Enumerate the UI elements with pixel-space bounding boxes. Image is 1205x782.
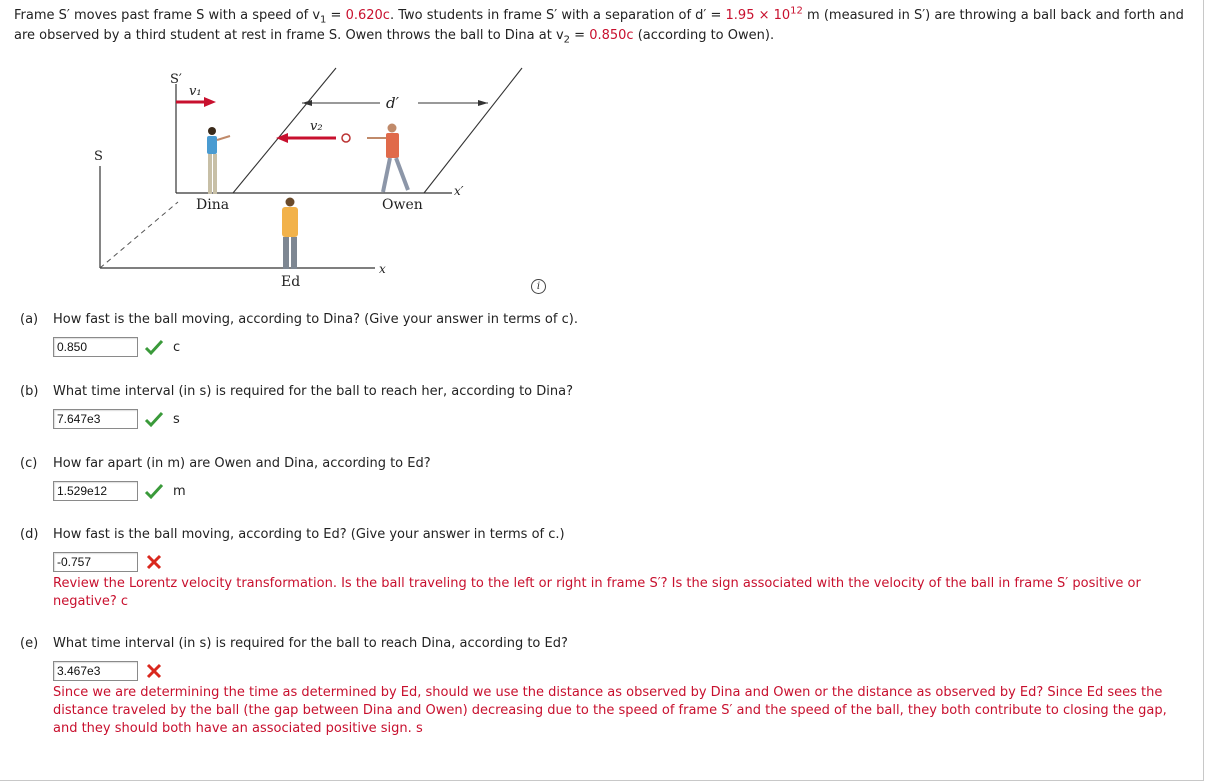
question-e-prompt: What time interval (in s) is required for the ball to reach Dina, according to Ed? [53,636,568,651]
feedback-e: Since we are determining the time as determined by Ed, should we use the distance as observed by Dina and Owen or the distance as observed by Ed? Since Ed sees the distance traveled by the ball (the gap between Dina and Owen) decreasing due to the speed of frame S′ and the speed of the ball, they both contribute to closing the gap, and they should both have an associated positive sign. s [53,685,1167,736]
question-b-prompt: What time interval (in s) is required for the ball to reach her, according to Dina? [53,384,573,399]
question-c-prompt: How far apart (in m) are Owen and Dina, according to Ed? [53,456,431,471]
ed-figure [282,198,298,270]
info-icon[interactable]: i [531,279,546,294]
question-e: (e) What time interval (in s) is required for the ball to reach Dina, according to Ed? 3.467e3 Since we are determining the time as determined by Ed, should we use the distance as observed by Dina and Owen or the distance as observed by Ed? Since Ed sees the distance traveled by the ball (the gap between Dina and Owen) decreasing due to the speed of frame S′ and the speed of the ball, they both contribute to closing the gap, and they should both have an associated positive sign. s [20,634,1190,738]
d-prime-label: d′ [386,94,400,112]
answer-c-input[interactable]: 1.529e12 [53,481,138,501]
answer-d-unit: c [120,594,129,609]
question-a: (a) How fast is the ball moving, according to Dina? (Give your answer in terms of c). 0.850 c [20,310,1190,358]
x-mark-icon [143,662,165,680]
question-b: (b) What time interval (in s) is required for the ball to reach her, according to Dina? 7.647e3 s [20,382,1190,430]
dina-figure [207,127,230,194]
question-c: (c) How far apart (in m) are Owen and Dina, according to Ed? 1.529e12 m [20,454,1190,502]
question-d-prompt: How fast is the ball moving, according to Ed? (Give your answer in terms of c.) [53,527,565,542]
reference-frames-figure [90,62,560,294]
x-mark-icon [143,553,165,571]
v2-value: 0.850c [589,28,634,43]
check-icon [143,410,165,428]
answer-d-input[interactable]: -0.757 [53,552,138,572]
d-prime-value: $1.95 \times 10^{12}$ [725,5,803,23]
question-a-prompt: How fast is the ball moving, according to Dina? (Give your answer in terms of c). [53,312,578,327]
x-prime-label: x′ [454,184,464,198]
answer-c-unit: m [173,483,186,499]
question-d: (d) How fast is the ball moving, according to Ed? (Give your answer in terms of c.) -0.757 Review the Lorentz velocity transformation. Is the ball traveling to the left or right in frame S′? Is the sign associated with the velocity of the ball in frame S′ positive or negative? c [20,525,1190,611]
answer-e-unit: s [415,721,423,736]
answer-a-input[interactable]: 0.850 [53,337,138,357]
answer-e-input[interactable]: 3.467e3 [53,661,138,681]
x-label: x [379,262,386,276]
ed-label: Ed [281,274,301,290]
v2-label: v₂ [310,119,323,134]
check-icon [143,338,165,356]
feedback-d: Review the Lorentz velocity transformation. Is the ball traveling to the left or right in frame S′? Is the sign associated with the velocity of the ball in frame S′ positive or negative? c [53,576,1141,609]
answer-b-input[interactable]: 7.647e3 [53,409,138,429]
answer-b-unit: s [173,411,180,427]
s-prime-label: S′ [170,72,182,87]
answer-a-unit: c [173,339,181,355]
check-icon [143,482,165,500]
dina-label: Dina [196,197,230,213]
owen-label: Owen [382,197,423,213]
owen-figure [367,124,408,193]
v1-value: 0.620c [345,8,390,23]
s-label: S [94,149,103,164]
v1-label: v₁ [189,84,202,99]
problem-statement: Frame S′ moves past frame S with a speed of $v_1 = 0.620c$. Two students in frame S′ with a separation of $d' = 1.95 \times 10^{12}$ m (measured in S′) are throwing a ball back and forth and are observed by a third student at rest in frame S. Owen throws the ball to Dina at $v_2 = 0.850c$ (according to Owen). [14,5,1184,46]
